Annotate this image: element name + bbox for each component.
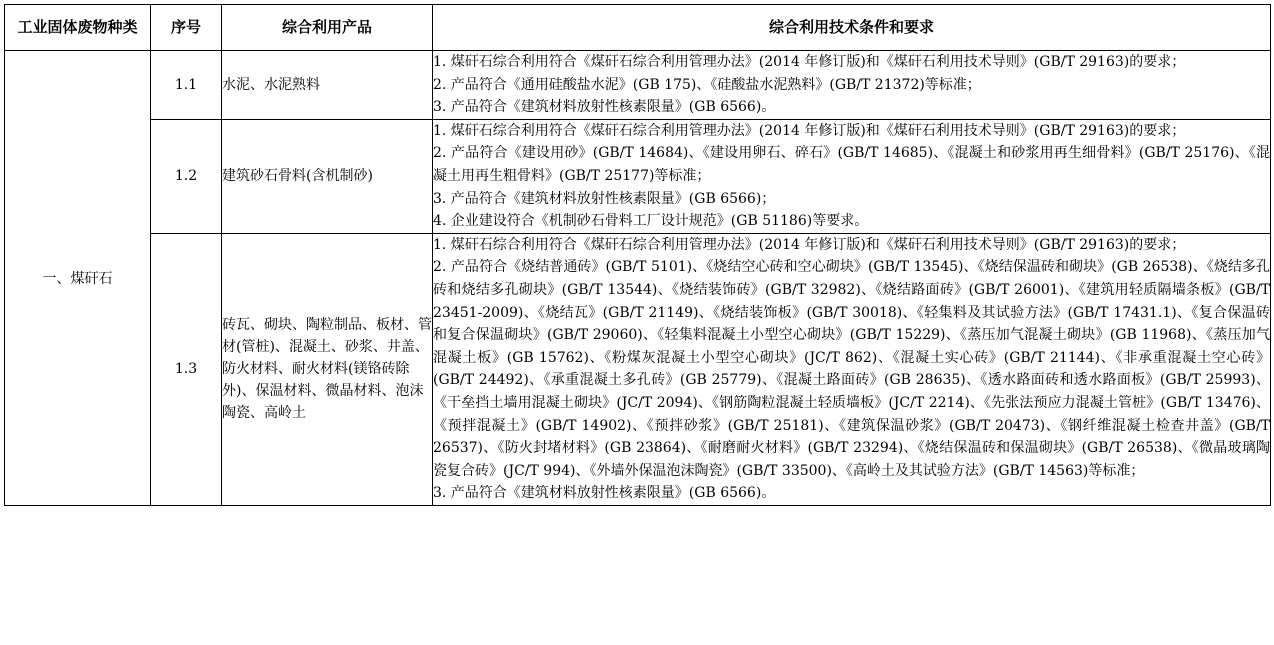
table-row [5, 233, 1271, 505]
product-cell: 砖瓦、砌块、陶粒制品、板材、管材(管桩)、混凝土、砂浆、井盖、防火材料、耐火材料(镁铬砖除外)、保温材料、微晶材料、泡沫陶瓷、高岭土 [222, 233, 433, 505]
header-product: 综合利用产品 [222, 5, 433, 51]
seq-cell: 1.3 [151, 233, 222, 505]
table-row [5, 119, 1271, 233]
requirement-item: 3. 产品符合《建筑材料放射性核素限量》(GB 6566)。 [433, 485, 776, 502]
product-cell: 建筑砂石骨料(含机制砂) [222, 119, 433, 233]
requirement-item: 1. 煤矸石综合利用符合《煤矸石综合利用管理办法》(2014 年修订版)和《煤矸石利用技术导则》(GB/T 29163)的要求； [433, 122, 1186, 139]
header-row [5, 5, 1271, 51]
requirement-item: 4. 企业建设符合《机制砂石骨料工厂设计规范》(GB 51186)等要求。 [433, 213, 869, 230]
requirements-cell [433, 119, 1271, 233]
requirements-cell [433, 51, 1271, 120]
requirement-item: 2. 产品符合《烧结普通砖》(GB/T 5101)、《烧结空心砖和空心砌块》(GB/T 13545)、《烧结保温砖和砌块》(GB 26538)、《烧结多孔砖和烧结多孔砌块》(GB/T 13544)、《烧结装饰砖》(GB/T 32982)、《烧结路面砖》(GB/T 26001)、《建筑用轻质隔墙条板》(GB/T 23451-2009)、《烧结瓦》(GB/T 21149)、《烧结装饰板》(GB/T 30018)、《轻集料及其试验方法》(GB/T 17431.1)、《复合保温砖和复合保温砌块》(GB/T 29060)、《轻集料混凝土小型空心砌块》(GB/T 15229)、《蒸压加气混凝土砌块》(GB 11968)、《蒸压加气混凝土板》(GB 15762)、《粉煤灰混凝土小型空心砌块》(JC/T 862)、《混凝土实心砖》(GB/T 21144)、《非承重混凝土空心砖》(GB/T 24492)、《承重混凝土多孔砖》(GB 25779)、《混凝土路面砖》(GB 28635)、《透水路面砖和透水路面板》(GB/T 25993)、《干垒挡土墙用混凝土砌块》(JC/T 2094)、《钢筋陶粒混凝土轻质墙板》(JC/T 2214)、《先张法预应力混凝土管桩》(GB/T 13476)、《预拌混凝土》(GB/T 14902)、《预拌砂浆》(GB/T 25181)、《建筑保温砂浆》(GB/T 20473)、《钢纤维混凝土检查井盖》(GB/T 26537)、《防火封堵材料》(GB 23864)、《耐磨耐火材料》(GB/T 23294)、《烧结保温砖和保温砌块》(GB/T 26538)、《微晶玻璃陶瓷复合砖》(JC/T 994)、《外墙外保温泡沫陶瓷》(GB/T 33500)、《高岭土及其试验方法》(GB/T 14563)等标准； [433, 259, 1270, 479]
requirements-cell [433, 233, 1271, 505]
requirement-item: 3. 产品符合《建筑材料放射性核素限量》(GB 6566)； [433, 190, 776, 207]
requirement-item: 1. 煤矸石综合利用符合《煤矸石综合利用管理办法》(2014 年修订版)和《煤矸石利用技术导则》(GB/T 29163)的要求； [433, 54, 1186, 70]
header-requirements: 综合利用技术条件和要求 [433, 5, 1271, 51]
header-seq: 序号 [151, 5, 222, 51]
requirement-item: 2. 产品符合《通用硅酸盐水泥》(GB 175)、《硅酸盐水泥熟料》(GB/T 21372)等标准； [433, 76, 981, 93]
seq-cell: 1.1 [151, 51, 222, 120]
requirement-item: 3. 产品符合《建筑材料放射性核素限量》(GB 6566)。 [433, 99, 776, 116]
requirement-item: 2. 产品符合《建设用砂》(GB/T 14684)、《建设用卵石、碎石》(GB/T 14685)、《混凝土和砂浆用再生细骨料》(GB/T 25176)、《混凝土用再生粗骨料》(GB/T 25177)等标准； [433, 145, 1270, 184]
table-row [5, 51, 1271, 120]
product-cell: 水泥、水泥熟料 [222, 51, 433, 120]
requirement-item: 1. 煤矸石综合利用符合《煤矸石综合利用管理办法》(2014 年修订版)和《煤矸石利用技术导则》(GB/T 29163)的要求； [433, 236, 1186, 253]
header-category: 工业固体废物种类 [5, 5, 151, 51]
seq-cell: 1.2 [151, 119, 222, 233]
category-cell: 一、煤矸石 [5, 51, 151, 506]
standards-table [4, 4, 1271, 506]
